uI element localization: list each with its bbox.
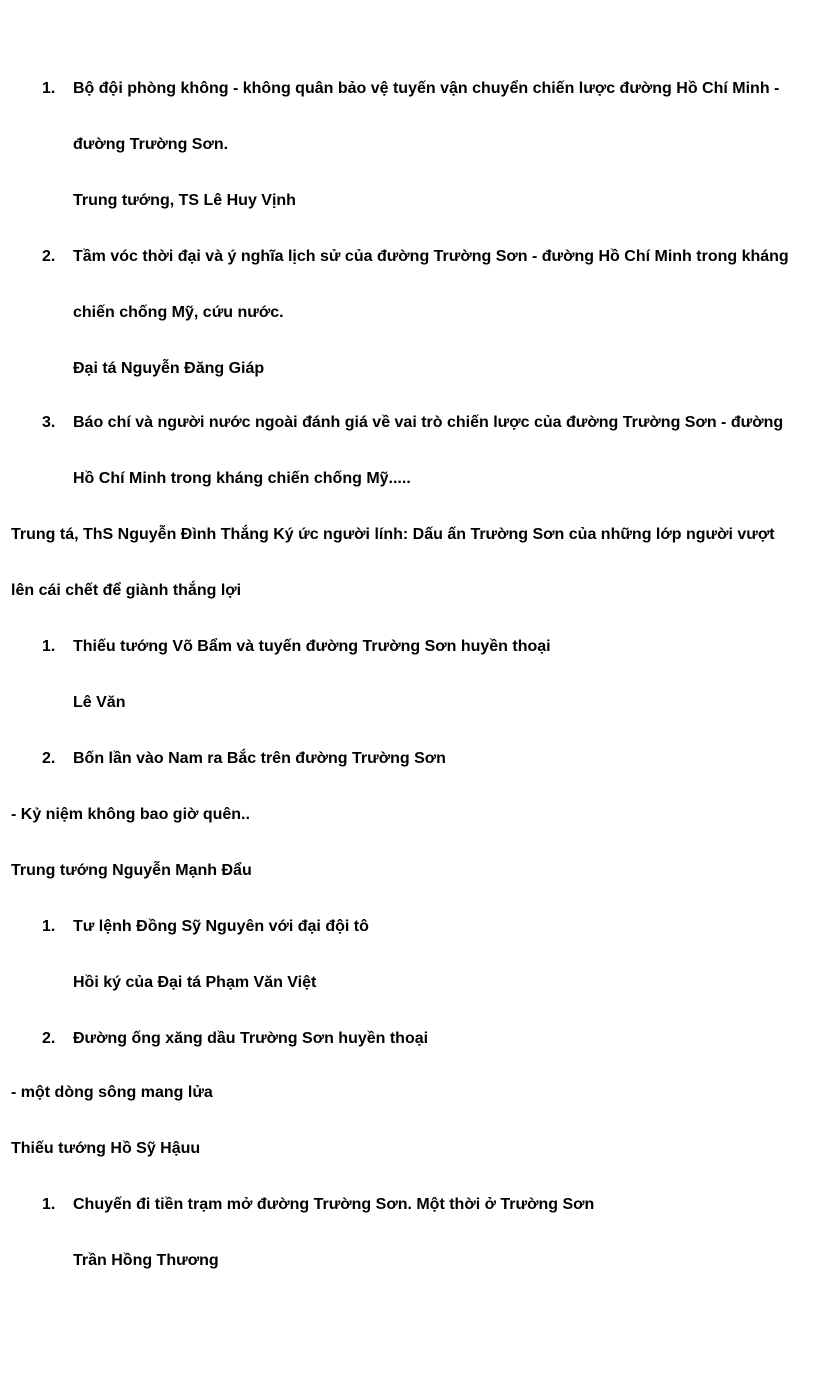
list-number: 2.: [42, 1030, 56, 1047]
entry-author: Trung tướng, TS Lê Huy Vịnh: [73, 192, 296, 209]
section-heading-continued: lên cái chết để giành thắng lợi: [11, 582, 242, 599]
entry-author: Trần Hồng Thương: [73, 1252, 219, 1269]
section-heading: Trung tá, ThS Nguyễn Đình Thắng Ký ức người lính: Dấu ấn Trường Sơn của những lớp người vượt: [11, 526, 775, 543]
entry-author: Hồi ký của Đại tá Phạm Văn Việt: [73, 974, 317, 991]
entry-author: Trung tướng Nguyễn Mạnh Đẩu: [11, 862, 252, 879]
list-number: 2.: [42, 248, 56, 265]
entry-title: Báo chí và người nước ngoài đánh giá về vai trò chiến lược của đường Trường Sơn - đường: [73, 414, 784, 431]
entry-title-continued: chiến chống Mỹ, cứu nước.: [73, 304, 284, 321]
entry-title: Chuyến đi tiền trạm mở đường Trường Sơn. Một thời ở Trường Sơn: [73, 1196, 595, 1213]
entry-title: Tư lệnh Đồng Sỹ Nguyên với đại đội tô: [73, 918, 369, 935]
list-number: 1.: [42, 918, 56, 935]
entry-author: Lê Văn: [73, 694, 126, 711]
list-number: 1.: [42, 638, 56, 655]
entry-title: Thiếu tướng Võ Bẩm và tuyến đường Trường Sơn huyền thoại: [73, 638, 551, 655]
entry-author: Đại tá Nguyễn Đăng Giáp: [73, 360, 265, 377]
list-number: 3.: [42, 414, 56, 431]
entry-title: Bộ đội phòng không - không quân bảo vệ tuyến vận chuyển chiến lược đường Hồ Chí Minh -: [73, 80, 780, 97]
entry-title: Đường ống xăng dầu Trường Sơn huyền thoại: [73, 1030, 429, 1047]
entry-title-continued: Hồ Chí Minh trong kháng chiến chống Mỹ.....: [73, 470, 411, 487]
entry-title: Tầm vóc thời đại và ý nghĩa lịch sử của đường Trường Sơn - đường Hồ Chí Minh trong kháng: [73, 248, 789, 265]
list-number: 1.: [42, 1196, 56, 1213]
list-number: 1.: [42, 80, 56, 97]
entry-author: Thiếu tướng Hồ Sỹ Hậuu: [11, 1140, 201, 1157]
entry-title-continued: đường Trường Sơn.: [73, 136, 229, 153]
entry-subtitle: - một dòng sông mang lửa: [11, 1084, 213, 1101]
entry-subtitle: - Kỷ niệm không bao giờ quên..: [11, 806, 250, 823]
entry-title: Bốn lần vào Nam ra Bắc trên đường Trường Sơn: [73, 750, 446, 767]
list-number: 2.: [42, 750, 56, 767]
